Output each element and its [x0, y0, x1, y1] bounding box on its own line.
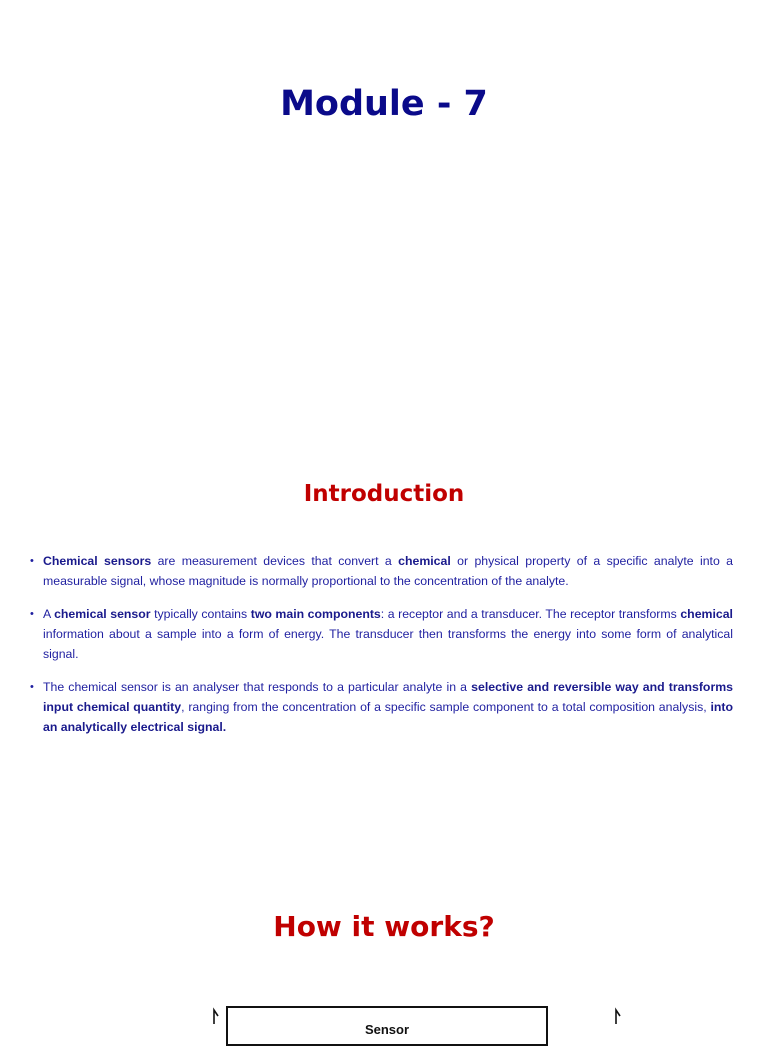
bullet-item: [30, 604, 733, 664]
bullet-item: [30, 677, 733, 737]
bullet-text: The chemical sensor is an analyser that responds to a particular analyte in a selective and reversible way and transforms input chemical quantity, ranging from the concentration of a specific sample component to a total composition analysis, into an analytically electrical signal.: [43, 680, 733, 734]
sensor-box-label: Sensor: [364, 1022, 410, 1037]
bullet-dot-icon: •: [30, 608, 34, 620]
bullet-text: A chemical sensor typically contains two main components: a receptor and a transducer. The receptor transforms chemical information about a sample into a form of energy. The transducer then transforms the energy into some form of analytical signal.: [43, 607, 733, 661]
how-it-works-heading: How it works?: [273, 910, 495, 943]
output-arrow-icon: [608, 998, 630, 1024]
bullet-item: [30, 551, 733, 591]
input-arrow-icon: [206, 998, 228, 1024]
introduction-bullet-list: [30, 551, 733, 750]
bullet-text: Chemical sensors are measurement devices that convert a chemical or physical property of a specific analyte into a measurable signal, whose magnitude is normally proportional to the concentration of the analyte.: [43, 554, 733, 588]
bullet-dot-icon: •: [30, 681, 34, 693]
sensor-diagram: [0, 998, 768, 1037]
sensor-box: [226, 1006, 548, 1046]
introduction-heading: Introduction: [303, 481, 465, 507]
bullet-dot-icon: •: [30, 555, 34, 567]
module-title: Module - 7: [280, 84, 488, 124]
